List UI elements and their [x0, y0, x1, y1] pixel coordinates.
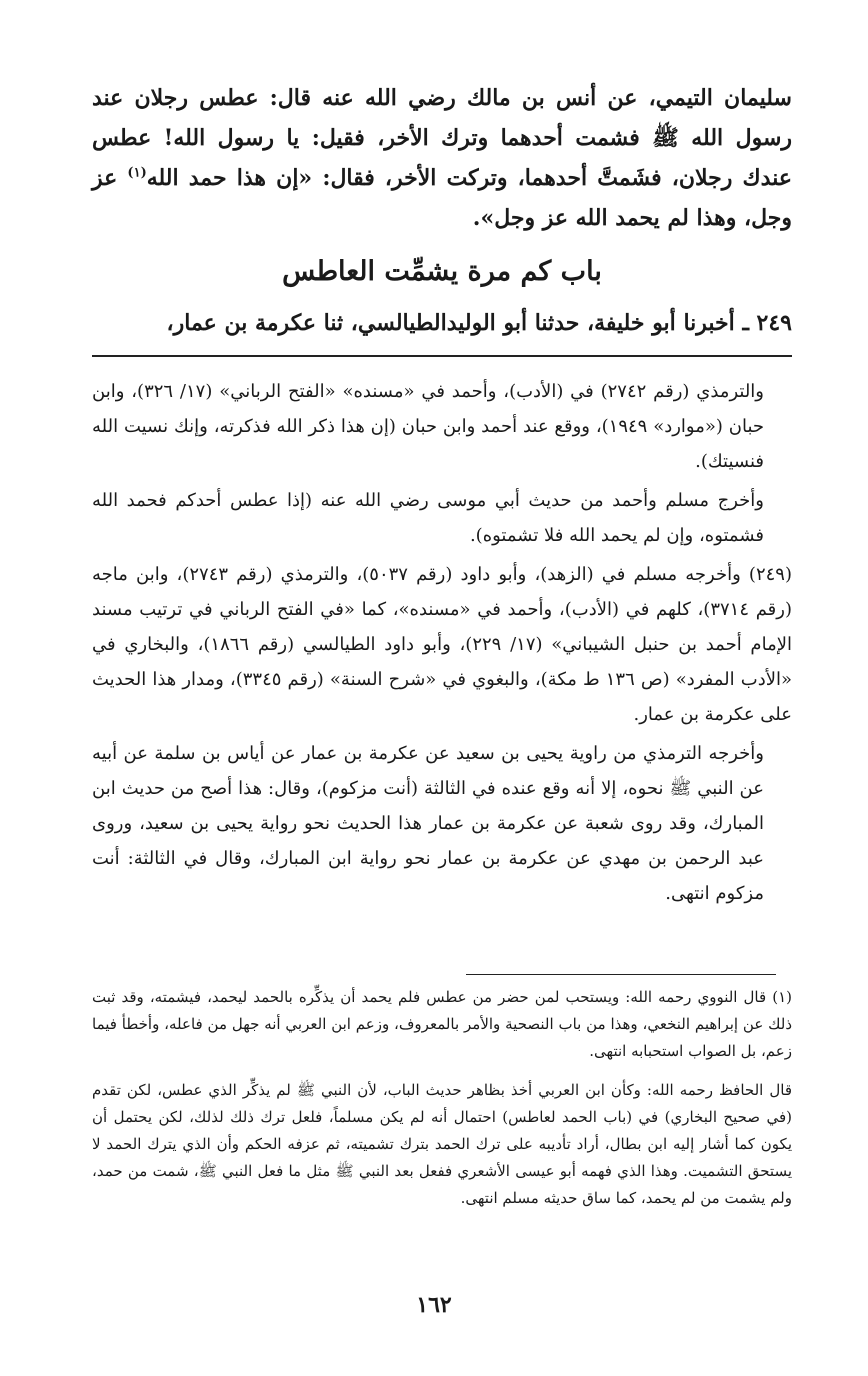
hadith-line	[92, 303, 792, 343]
hadith-text: أخبرنا أبو خليفة، حدثنا أبو الوليدالطيالسي، ثنا عكرمة بن عمار،	[166, 310, 743, 336]
footnote-separator	[466, 974, 776, 975]
hadith-number: ٢٤٩ ـ	[742, 310, 792, 336]
takhrij-notes	[92, 374, 792, 915]
main-text-part1: سليمان التيمي، عن أنس بن مالك رضي الله عنه قال: عطس رجلان عند رسول الله ﷺ فشمت أحدهما وترك الأخر، فقيل: يا رسول الله! عطس عندك رجلان، فشَمتَّ أحدهما، وتركت الأخر، فقال: «إن هذا حمد الله	[92, 85, 792, 191]
note-paragraph: وأخرج مسلم وأحمد من حديث أبي موسى رضي الله عنه (إذا عطس أحدكم فحمد الله فشمتوه، وإن لم يحمد الله فلا تشمتوه).	[92, 490, 764, 546]
footnotes	[92, 984, 792, 1224]
note-paragraph: وأخرجه الترمذي من راوية يحيى بن سعيد عن عكرمة بن عمار عن أياس بن سلمة عن أبيه عن النبي ﷺ نحوه، إلا أنه وقع عنده في الثالثة (أنت مزكوم)، وقال: هذا أصح من حديث ابن المبارك، وقد روى شعبة عن عكرمة بن عمار هذا الحديث نحو رواية يحيى بن سعيد، وروى عبد الرحمن بن مهدي عن عكرمة بن عمار نحو رواية ابن المبارك، وقال في الثالثة: أنت مزكوم انتهى.	[92, 743, 764, 904]
note-paragraph: والترمذي (رقم ٢٧٤٢) في (الأدب)، وأحمد في «مسنده» «الفتح الرباني» (١٧/ ٣٢٦)، وابن حبان («موارد» ١٩٤٩)، ووقع عند أحمد وابن حبان (إن هذا ذكر الله فذكرته، وإنك نسيت الله فنسيتك).	[92, 381, 765, 472]
main-separator	[92, 355, 792, 357]
footnote-marker: (١)	[127, 165, 147, 181]
footnote: قال الحافظ رحمه الله: وكأن ابن العربي أخذ بظاهر حديث الباب، لأن النبي ﷺ لم يذكِّر الذي عطس، لكن تقدم (في صحيح البخاري) في (باب الحمد لعاطس) احتمال أنه لم يكن مسلماً، فلعل ترك ذلك لذلك، لكن يحتمل أن يكون كما أشار إليه ابن بطال، أراد تأديبه على ترك الحمد بترك تشميته، ثم عزفه الحكم وأن الذي يترك الحمد لا يستحق التشميت. وهذا الذي فهمه أبو عيسى الأشعري ففعل بعد النبي ﷺ مثل ما فعل النبي ﷺ، شمت من حمد، ولم يشمت من لم يحمد، كما ساق حديثه مسلم انتهى.	[92, 1081, 792, 1207]
footnote: (١) قال النووي رحمه الله: ويستحب لمن حضر من عطس فلم يحمد أن يذكِّره بالحمد ليحمد، فيشمته، وقد ثبت ذلك عن إبراهيم النخعي، وهذا من باب النصحية والأمر بالمعروف، وزعم ابن العربي أنه جهل من فاعله، وأخطأ فيما زعم، بل الصواب استحبابه انتهى.	[92, 988, 792, 1060]
page-number: ١٦٢	[416, 1292, 452, 1318]
main-text-part2: عز وجل، وهذا لم يحمد الله عز وجل».	[92, 165, 792, 231]
main-paragraph	[92, 78, 792, 238]
section-heading: باب كم مرة يشمِّت العاطس	[282, 256, 602, 287]
note-paragraph: (٢٤٩) وأخرجه مسلم في (الزهد)، وأبو داود (رقم ٥٠٣٧)، والترمذي (رقم ٢٧٤٣)، وابن ماجه (رقم ٣٧١٤)، كلهم في (الأدب)، وأحمد في «مسنده»، كما «في الفتح الرباني في ترتيب مسند الإمام أحمد بن حنبل الشيباني» (١٧/ ٢٢٩)، وأبو داود الطيالسي (رقم ١٨٦٦)، والبخاري في «الأدب المفرد» (ص ١٣٦ ط مكة)، والبغوي في «شرح السنة» (رقم ٣٣٤٥)، ومدار هذا الحديث على عكرمة بن عمار.	[92, 564, 792, 725]
main-text	[92, 78, 792, 238]
